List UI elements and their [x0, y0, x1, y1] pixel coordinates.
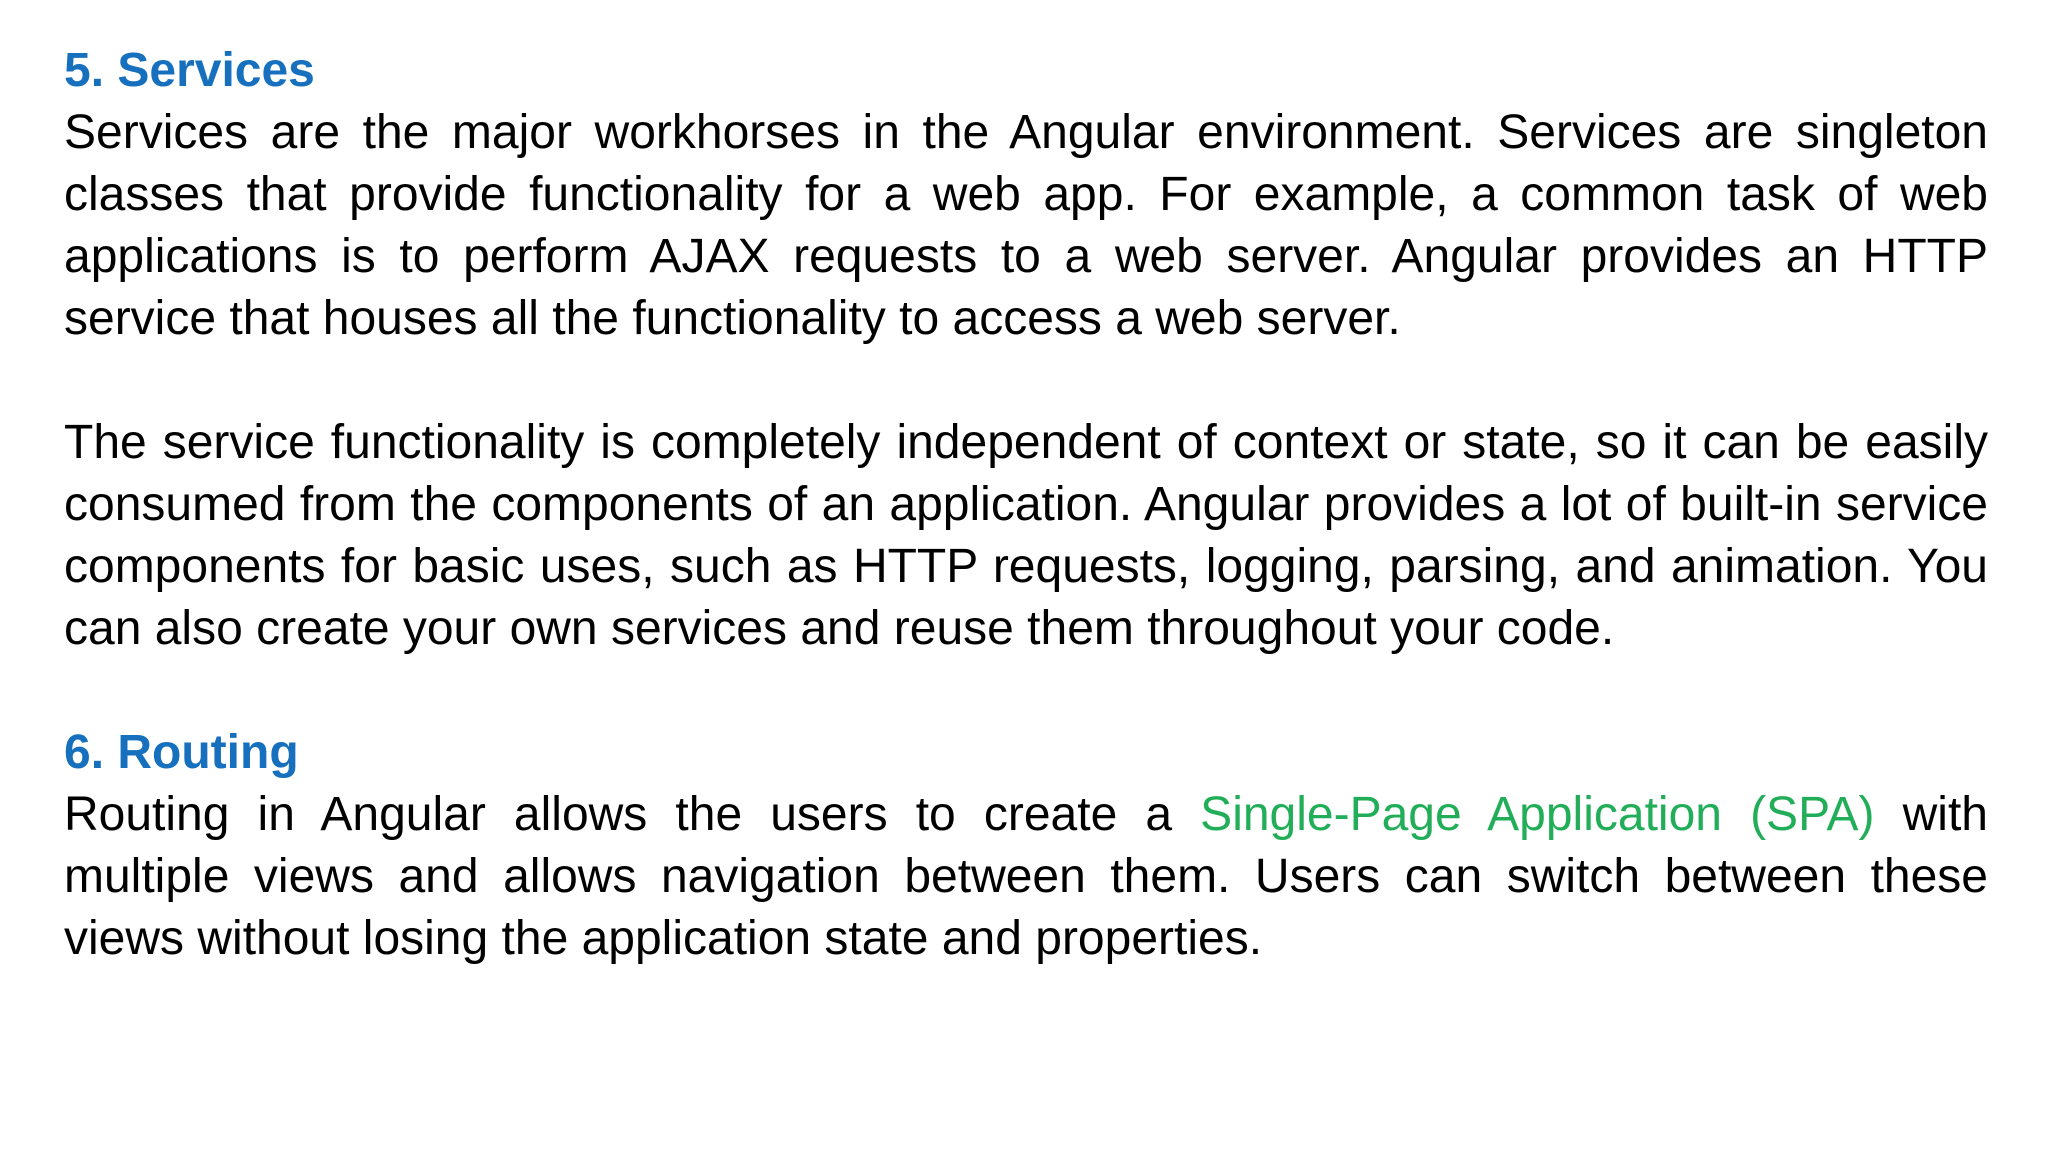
routing-text-before-link: Routing in Angular allows the users to create a: [64, 788, 1201, 841]
spa-link[interactable]: Single-Page Application (SPA): [1200, 788, 1875, 841]
paragraph-spacer: [64, 350, 1988, 412]
routing-paragraph: [64, 784, 1988, 970]
routing-text-after-link: with multiple views and allows navigation between them. Users can switch between these views without losing the application state and properties.: [64, 788, 1988, 965]
services-paragraph-1: Services are the major workhorses in the Angular environment. Services are singleton classes that provide functionality for a web app. For example, a common task of web applications is to perform AJAX requests to a web server. Angular provides an HTTP service that houses all the functionality to access a web server.: [64, 106, 1988, 345]
services-paragraph-2: The service functionality is completely independent of context or state, so it can be easily consumed from the components of an application. Angular provides a lot of built-in service components for basic uses, such as HTTP requests, logging, parsing, and animation. You can also create your own services and reuse them throughout your code.: [64, 416, 1988, 655]
section-heading-routing: 6. Routing: [64, 726, 299, 779]
section-spacer: [64, 660, 1988, 722]
document-page: [64, 40, 1988, 970]
section-heading-services: 5. Services: [64, 44, 315, 97]
